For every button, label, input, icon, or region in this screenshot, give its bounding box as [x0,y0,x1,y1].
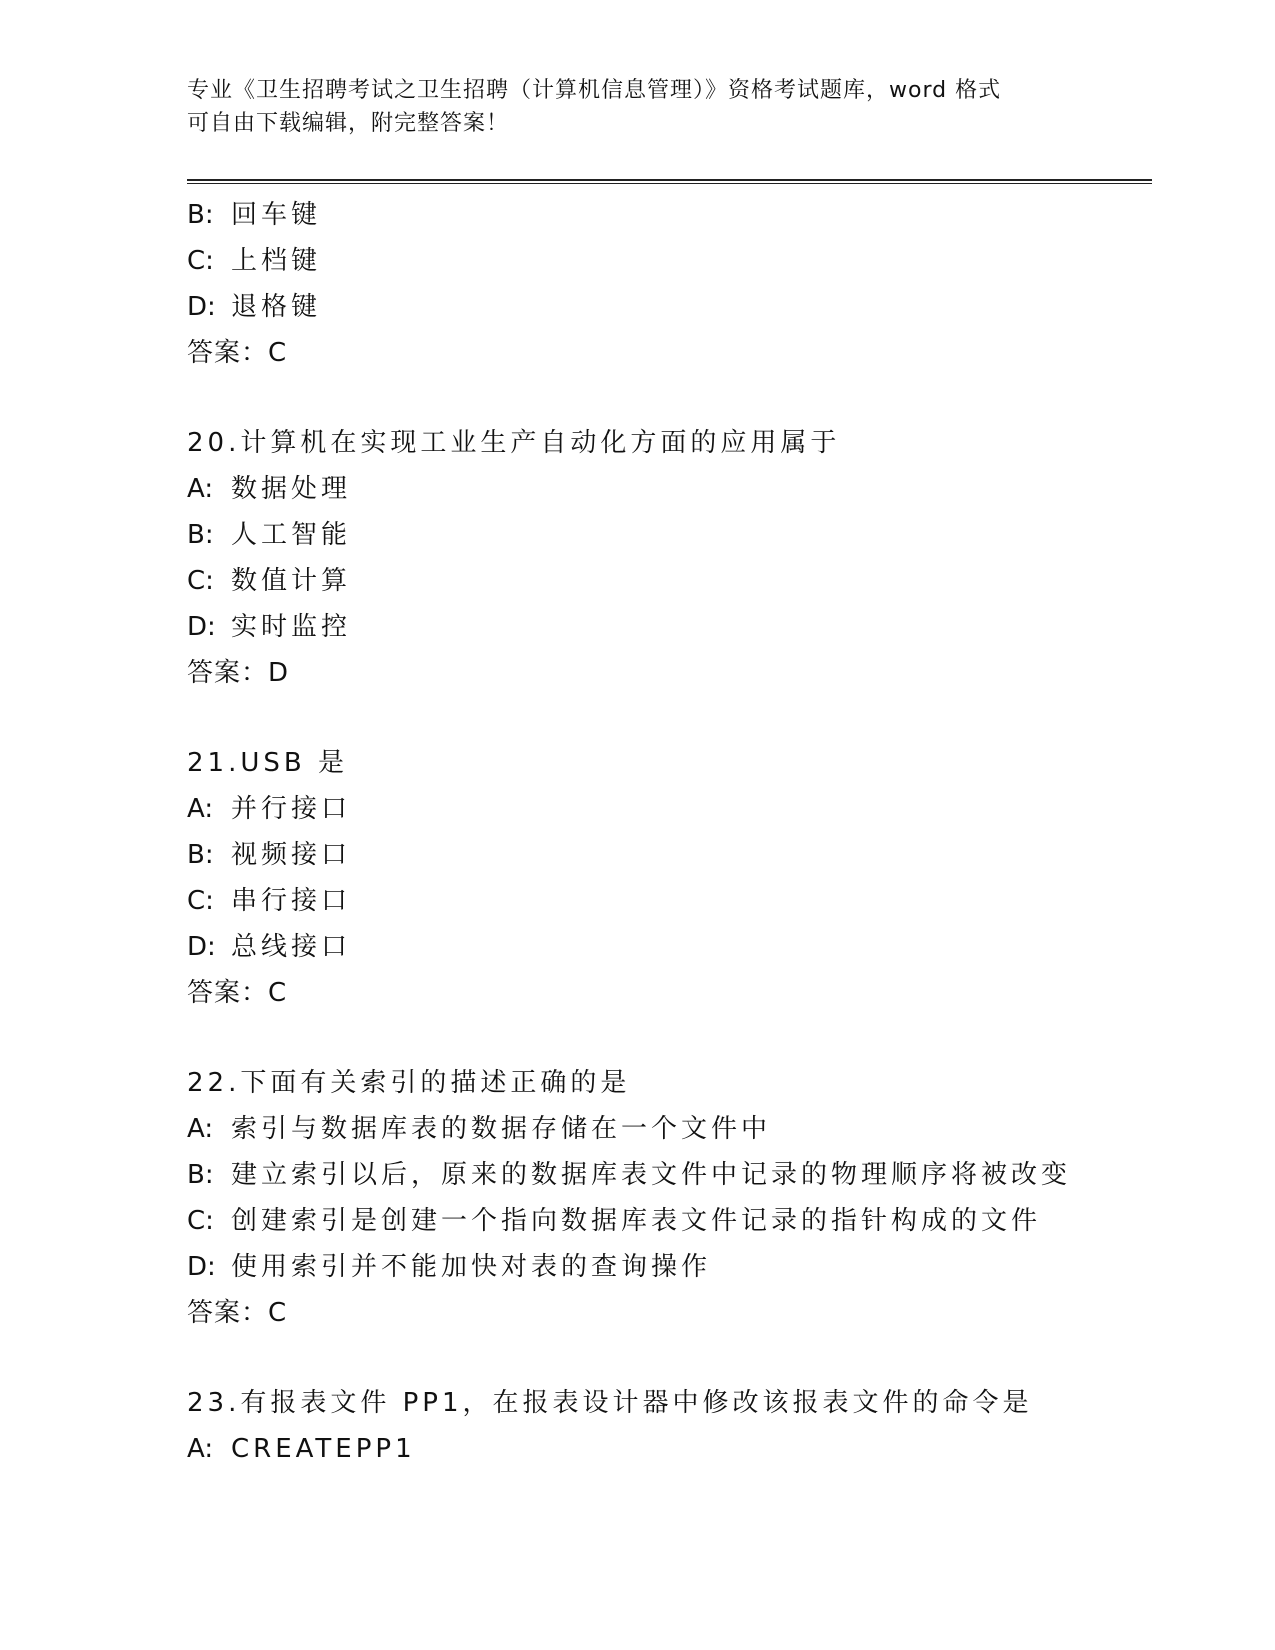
answer-line: 答案：C [187,978,288,1008]
option-letter: A: [187,1114,214,1144]
header-line-1: 专业《卫生招聘考试之卫生招聘（计算机信息管理）》资格考试题库，word 格式 [187,78,1002,103]
option-text: 使用索引并不能加快对表的查询操作 [231,1252,712,1282]
option-letter: B: [187,520,214,550]
option-b [187,512,1152,558]
question-23 [187,1380,1152,1472]
option-letter: B: [187,200,214,230]
header-line-2: 可自由下载编辑，附完整答案！ [187,111,510,136]
option-b [187,192,1152,238]
question-list [187,192,1152,1472]
option-c [187,558,1152,604]
option-text: 并行接口 [231,794,352,824]
option-text: 视频接口 [231,840,352,870]
option-letter: B: [187,1160,214,1190]
option-letter: C: [187,1206,214,1236]
answer-line: 答案：C [187,1298,288,1328]
spacer [187,1016,1152,1060]
question-22 [187,1060,1152,1336]
question-text: 21.USB 是 [187,748,348,778]
option-text: 人工智能 [231,520,352,550]
document-header [187,74,1067,140]
option-letter: C: [187,886,214,916]
option-c [187,1198,1152,1244]
option-text: 数值计算 [231,566,352,596]
option-text: 总线接口 [231,932,352,962]
option-text: 建立索引以后，原来的数据库表文件中记录的物理顺序将被改变 [231,1160,1072,1190]
question-19-tail [187,192,1152,376]
option-d [187,1244,1152,1290]
option-d [187,284,1152,330]
option-b [187,832,1152,878]
option-letter: D: [187,612,216,642]
option-a [187,1106,1152,1152]
option-d [187,924,1152,970]
option-text: 回车键 [231,200,322,230]
option-c [187,878,1152,924]
option-a [187,786,1152,832]
option-b [187,1152,1152,1198]
option-text: 数据处理 [231,474,352,504]
option-text: 创建索引是创建一个指向数据库表文件记录的指针构成的文件 [231,1206,1042,1236]
question-text: 20.计算机在实现工业生产自动化方面的应用属于 [187,428,841,458]
option-a [187,1426,1152,1472]
option-letter: D: [187,1252,216,1282]
option-text: 退格键 [231,292,322,322]
answer-line: 答案：C [187,338,288,368]
option-letter: A: [187,1434,214,1464]
question-text: 23.有报表文件 PP1，在报表设计器中修改该报表文件的命令是 [187,1388,1033,1418]
header-divider-thin [187,183,1152,184]
option-letter: A: [187,474,214,504]
question-20 [187,420,1152,696]
option-text: 上档键 [231,246,322,276]
option-text: 串行接口 [231,886,352,916]
option-text: 实时监控 [231,612,352,642]
option-text: 索引与数据库表的数据存储在一个文件中 [231,1114,772,1144]
option-text: CREATEPP1 [231,1434,416,1464]
question-21 [187,740,1152,1016]
option-letter: C: [187,566,214,596]
question-text: 22.下面有关索引的描述正确的是 [187,1068,631,1098]
option-a [187,466,1152,512]
option-c [187,238,1152,284]
answer-line: 答案：D [187,658,290,688]
spacer [187,696,1152,740]
spacer [187,1336,1152,1380]
spacer [187,376,1152,420]
option-letter: D: [187,932,216,962]
option-letter: C: [187,246,214,276]
option-letter: D: [187,292,216,322]
option-letter: A: [187,794,214,824]
header-divider-thick [187,179,1152,181]
option-d [187,604,1152,650]
option-letter: B: [187,840,214,870]
